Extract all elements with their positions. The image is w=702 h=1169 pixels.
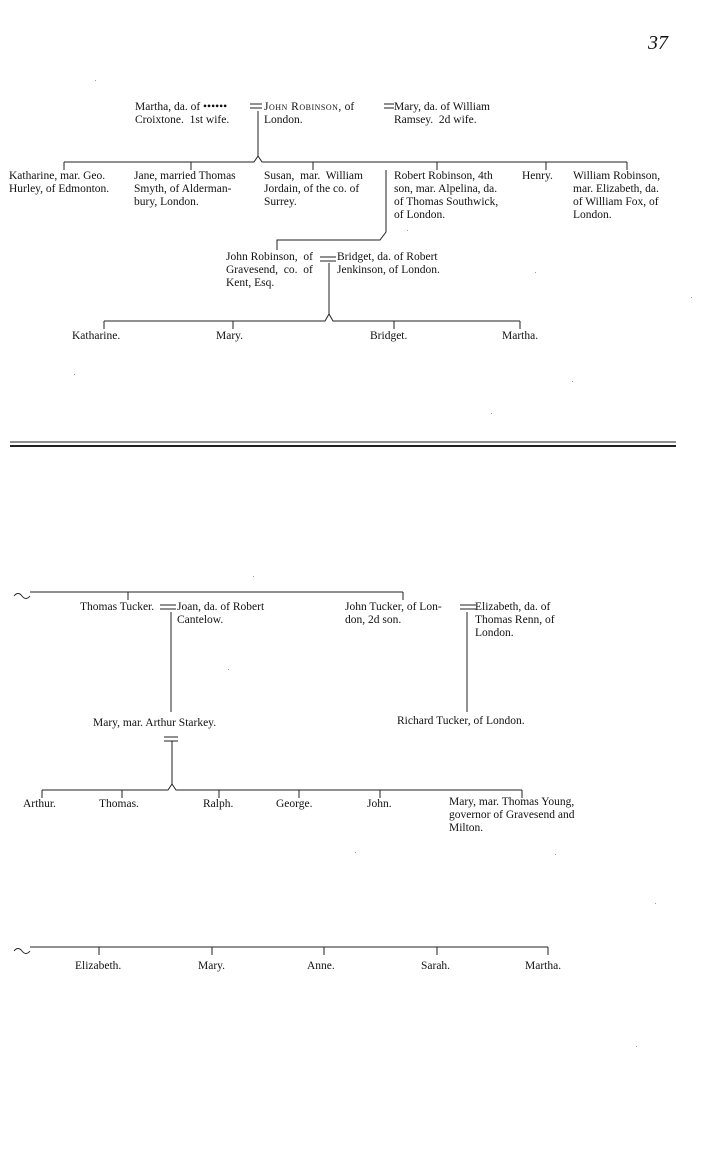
child-susan: Susan, mar. William Jordain, of the co. of Surrey. (264, 170, 363, 208)
child-henry: Henry. (522, 170, 553, 182)
john-robinson-gravesend: John Robinson, of Gravesend, co. of Kent, Esq. (226, 251, 313, 289)
page-number: 37 (648, 32, 668, 54)
starkey-child-arthur: Arthur. (23, 798, 56, 810)
young-grandchild-anne: Anne. (307, 960, 335, 972)
young-grandchild-mary: Mary. (198, 960, 226, 972)
starkey-child-john: John. (367, 798, 392, 810)
starkey-child-ralph: Ralph. (203, 798, 234, 810)
mary-starkey-entry: Mary, mar. Arthur Starkey. (93, 717, 217, 729)
martha-entry: Martha, da. of •••••• Croixtone. 1st wife. (135, 101, 230, 126)
elizabeth-renn-entry: Elizabeth, da. of Thomas Renn, of London. (475, 601, 555, 639)
grandchild-mary: Mary. (216, 330, 244, 342)
speck (535, 272, 536, 273)
grandchild-katharine: Katharine. (72, 330, 121, 342)
speck (355, 852, 356, 853)
bridget-entry: Bridget, da. of Robert Jenkinson, of London. (337, 251, 440, 276)
speck (655, 903, 656, 904)
grandchild-bridget: Bridget. (370, 330, 408, 342)
speck (95, 80, 96, 81)
speck (636, 1046, 637, 1047)
starkey-child-thomas: Thomas. (99, 798, 139, 810)
joan-entry: Joan, da. of Robert Cantelow. (177, 601, 265, 626)
speck (407, 230, 408, 231)
mary-young-entry: Mary, mar. Thomas Young, governor of Gravesend and Milton. (449, 796, 575, 834)
starkey-child-george: George. (276, 798, 313, 810)
john-tucker-entry: John Tucker, of Lon- don, 2d son. (345, 601, 442, 626)
speck (572, 381, 573, 382)
speck (228, 669, 229, 670)
child-katharine: Katharine, mar. Geo. Hurley, of Edmonton. (9, 170, 110, 195)
child-jane: Jane, married Thomas Smyth, of Alderman- bury, London. (134, 170, 236, 208)
speck (74, 374, 75, 375)
speck (691, 297, 692, 298)
young-grandchild-martha: Martha. (525, 960, 562, 972)
speck (491, 413, 492, 414)
thomas-tucker-entry: Thomas Tucker. (80, 601, 155, 613)
young-grandchild-elizabeth: Elizabeth. (75, 960, 122, 972)
speck (555, 854, 556, 855)
child-robert: Robert Robinson, 4th son, mar. Alpelina, da. of Thomas Southwick, of London. (394, 170, 499, 221)
child-william: William Robinson, mar. Elizabeth, da. of William Fox, of London. (573, 170, 661, 221)
speck (253, 576, 254, 577)
young-grandchild-sarah: Sarah. (421, 960, 451, 972)
richard-tucker-entry: Richard Tucker, of London. (397, 715, 525, 727)
john-robinson-entry: John Robinson, of London. (264, 101, 355, 126)
mary-entry: Mary, da. of William Ramsey. 2d wife. (394, 101, 490, 126)
grandchild-martha: Martha. (502, 330, 539, 342)
